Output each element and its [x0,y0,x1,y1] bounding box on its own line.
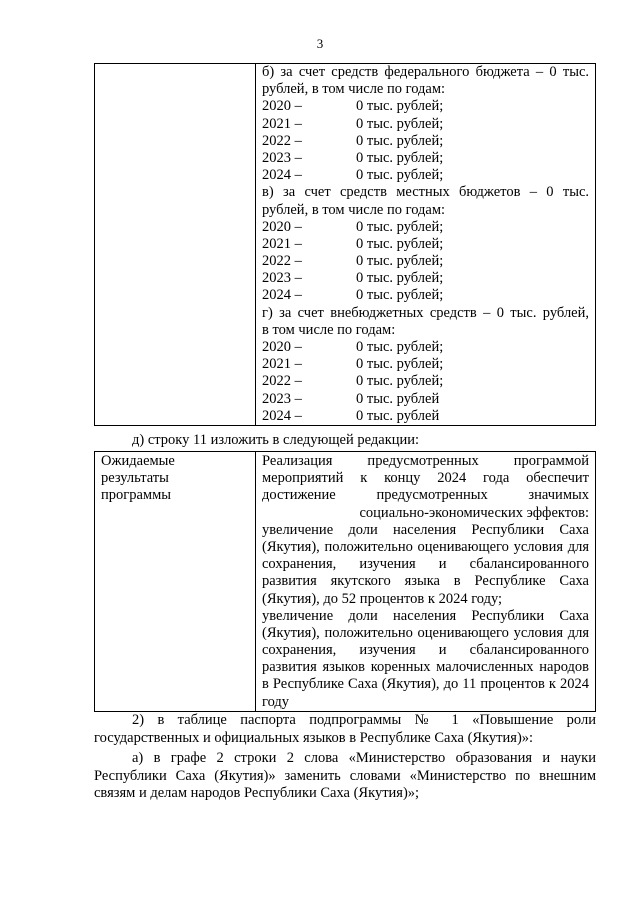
results-content-cell [256,452,596,712]
funding-heading-line: в) за счет средств местных бюджетов – 0 тыс. [262,184,589,201]
page-number: 3 [316,36,324,51]
results-text-line: достижение предусмотренных значимых [262,487,589,504]
funding-year-row [262,236,589,253]
results-label-line: Ожидаемые [101,453,175,469]
funding-year-row [262,219,589,236]
paragraph-line: государственных и официальных языков в Республике Саха (Якутия)»: [94,729,534,746]
year-amount: 0 тыс. рублей; [356,373,444,390]
results-label-line: программы [101,487,171,504]
year-label: 2023 – [262,390,302,407]
funding-year-row [262,373,589,390]
year-label: 2020 – [262,218,302,235]
paragraph-a [94,750,596,803]
funding-year-row [262,287,589,304]
results-text-line: Реализация предусмотренных программой [262,453,589,469]
funding-year-row [262,167,589,184]
year-label: 2021 – [262,235,302,252]
funding-heading-line: г) за счет внебюджетных средств – 0 тыс. рублей, [262,304,589,321]
funding-heading-line: в том числе по годам: [262,321,396,338]
results-text-line: в Республике Саха (Якутия), до 11 процентов к 2024 [262,676,589,693]
year-amount: 0 тыс. рублей [356,390,440,407]
funding-heading-line: рублей, в том числе по годам: [262,81,446,98]
year-amount: 0 тыс. рублей; [356,339,444,355]
results-text-line: социально-экономических эффектов: [359,504,589,521]
results-text-line: (Якутия), положительно оценивающего условия для [262,624,589,641]
funding-year-row [262,150,589,167]
results-label-line: результаты [101,470,169,487]
funding-year-row [262,391,589,408]
results-text-line: увеличение доли населения Республики Саха [262,607,589,624]
year-amount: 0 тыс. рублей; [356,132,444,149]
year-label: 2021 – [262,356,302,373]
funding-table [94,63,596,426]
paragraph-line: связям и делам народов Республики Саха (Якутия)»; [94,785,420,802]
funding-heading-line: б) за счет средств федерального бюджета – 0 тыс. [262,64,589,80]
year-amount: 0 тыс. рублей; [356,115,444,132]
funding-heading-line: рублей, в том числе по годам: [262,201,446,218]
funding-year-row [262,98,589,115]
year-label: 2022 – [262,373,302,390]
results-text-line: году [262,693,290,710]
year-amount: 0 тыс. рублей; [356,98,444,115]
year-amount: 0 тыс. рублей; [356,149,444,166]
year-label: 2024 – [262,407,302,424]
year-label: 2024 – [262,167,302,184]
paragraph-line: 2) в таблице паспорта подпрограммы № 1 «Повышение роли [132,712,596,728]
results-text-line: развития якутского языка в Республике Саха [262,573,589,590]
year-amount: 0 тыс. рублей; [356,218,444,235]
year-amount: 0 тыс. рублей; [356,270,444,287]
instruction-d: д) строку 11 изложить в следующей редакции: [132,432,420,448]
year-amount: 0 тыс. рублей; [356,167,444,184]
results-text-line: развития языков коренных малочисленных народов [262,659,589,676]
year-amount: 0 тыс. рублей [356,407,440,424]
year-amount: 0 тыс. рублей; [356,287,444,304]
funding-year-row [262,133,589,150]
year-amount: 0 тыс. рублей; [356,356,444,373]
results-text-line: сохранения, изучения и сбалансированного [262,642,589,659]
funding-year-row [262,270,589,287]
paragraph-line: а) в графе 2 строки 2 слова «Министерство образования и науки [132,750,596,766]
paragraph-2 [94,712,596,747]
results-table [94,451,596,712]
results-label-cell [95,452,256,712]
year-label: 2020 – [262,339,302,355]
results-text-line: (Якутия), положительно оценивающего условия для [262,538,589,555]
year-amount: 0 тыс. рублей; [356,235,444,252]
results-text-line: мероприятий к концу 2024 года обеспечит [262,470,589,487]
year-label: 2022 – [262,253,302,270]
year-amount: 0 тыс. рублей; [356,253,444,270]
year-label: 2020 – [262,98,302,115]
results-text-line: (Якутия), до 52 процентов к 2024 году; [262,590,503,607]
year-label: 2023 – [262,149,302,166]
funding-year-row [262,253,589,270]
results-text-line: увеличение доли населения Республики Саха [262,521,589,538]
year-label: 2021 – [262,115,302,132]
paragraph-line: Республики Саха (Якутия)» заменить словами «Министерство по внешним [94,767,596,784]
year-label: 2024 – [262,287,302,304]
funding-year-row [262,339,589,356]
year-label: 2022 – [262,132,302,149]
funding-year-row [262,116,589,133]
funding-year-row [262,356,589,373]
funding-table-content-cell [256,64,596,426]
funding-table-label-cell [95,64,256,426]
year-label: 2023 – [262,270,302,287]
funding-year-row [262,408,589,425]
results-text-line: сохранения, изучения и сбалансированного [262,556,589,573]
